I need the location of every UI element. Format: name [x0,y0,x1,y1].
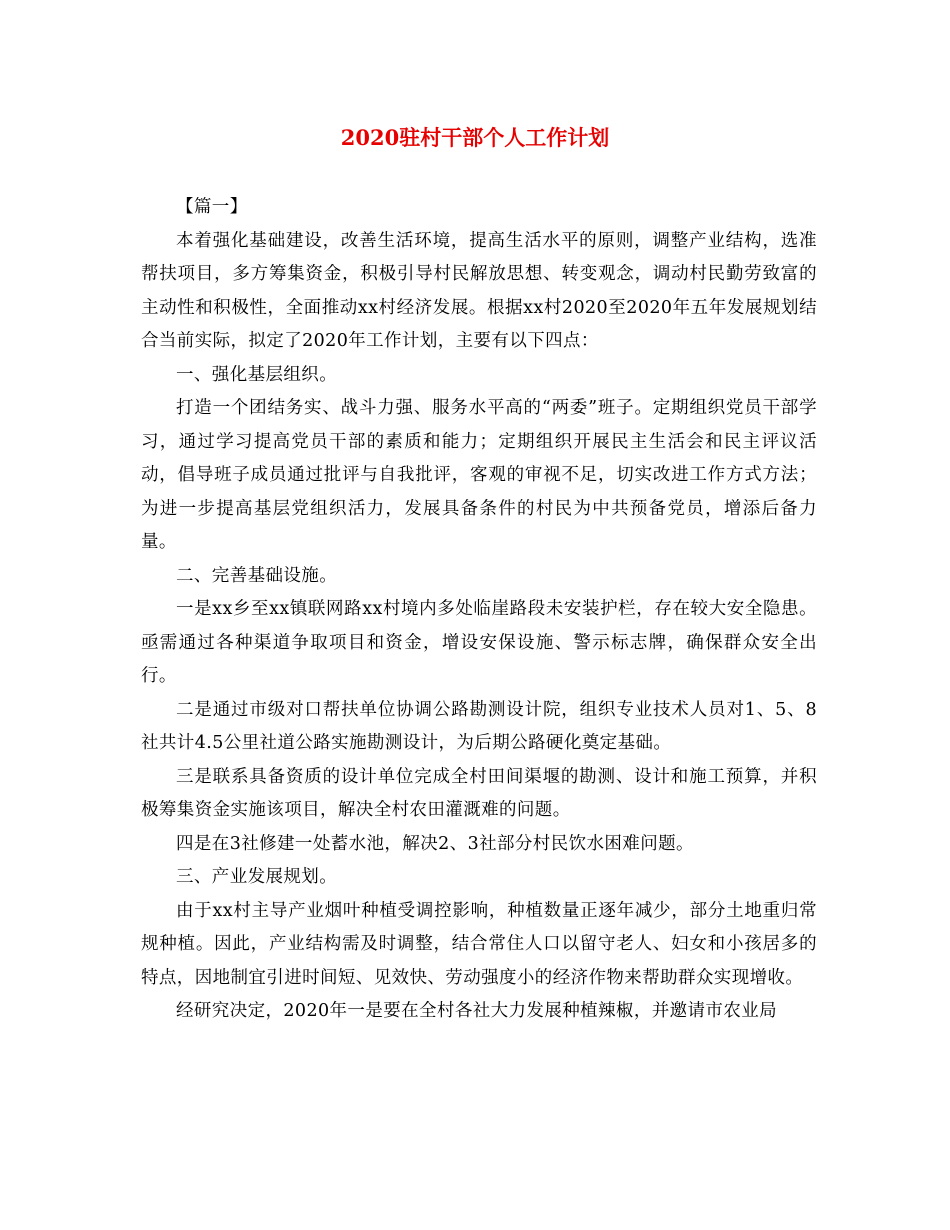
body-paragraph: 二是通过市级对口帮扶单位协调公路勘测设计院，组织专业技术人员对1、5、8社共计4.5公里社道公路实施勘测设计，为后期公路硬化奠定基础。 [141,699,817,753]
body-paragraph: 一是xx乡至xx镇联网路xx村境内多处临崖路段未安装护栏，存在较大安全隐患。亟需通过各种渠道争取项目和资金，增设安保设施、警示标志牌，确保群众安全出行。 [141,599,817,686]
body-paragraph: 四是在3社修建一处蓄水池，解决2、3社部分村民饮水困难问题。 [176,833,694,854]
document-body [141,191,817,1029]
document-title: 2020驻村干部个人工作计划 [340,125,610,150]
body-paragraph: 由于xx村主导产业烟叶种植受调控影响，种植数量正逐年减少，部分土地重归常规种植。因此，产业结构需及时调整，结合常住人口以留守老人、妇女和小孩居多的特点，因地制宜引进时间短、见效快、劳动强度小的经济作物来帮助群众实现增收。 [141,900,817,988]
body-paragraph: 打造一个团结务实、战斗力强、服务水平高的“两委”班子。定期组织党员干部学习，通过学习提高党员干部的素质和能力；定期组织开展民主生活会和民主评议活动，倡导班子成员通过批评与自我批评，客观的审视不足，切实改进工作方式方法；为进一步提高基层党组织活力，发展具备条件的村民为中共预备党员，增添后备力量。 [141,398,817,552]
section-heading: 三、产业发展规划。 [176,867,338,887]
body-paragraph: 经研究决定，2020年一是要在全村各社大力发展种植辣椒，并邀请市农业局 [176,1001,778,1021]
body-paragraph: 三是联系具备资质的设计单位完成全村田间渠堰的勘测、设计和施工预算，并积极筹集资金实施该项目，解决全村农田灌溉难的问题。 [141,766,817,820]
section-heading: 二、完善基础设施。 [176,565,338,586]
intro-paragraph: 本着强化基础建设，改善生活环境，提高生活水平的原则，调整产业结构，选准帮扶项目，多方筹集资金，积极引导村民解放思想、转变观念，调动村民勤劳致富的主动性和积极性，全面推动xx村经济发展。根据xx村2020至2020年五年发展规划结合当前实际，拟定了2020年工作计划，主要有以下四点： [141,230,817,351]
section-heading: 一、强化基层组织。 [176,364,338,385]
section-label: 【篇一】 [176,197,248,217]
